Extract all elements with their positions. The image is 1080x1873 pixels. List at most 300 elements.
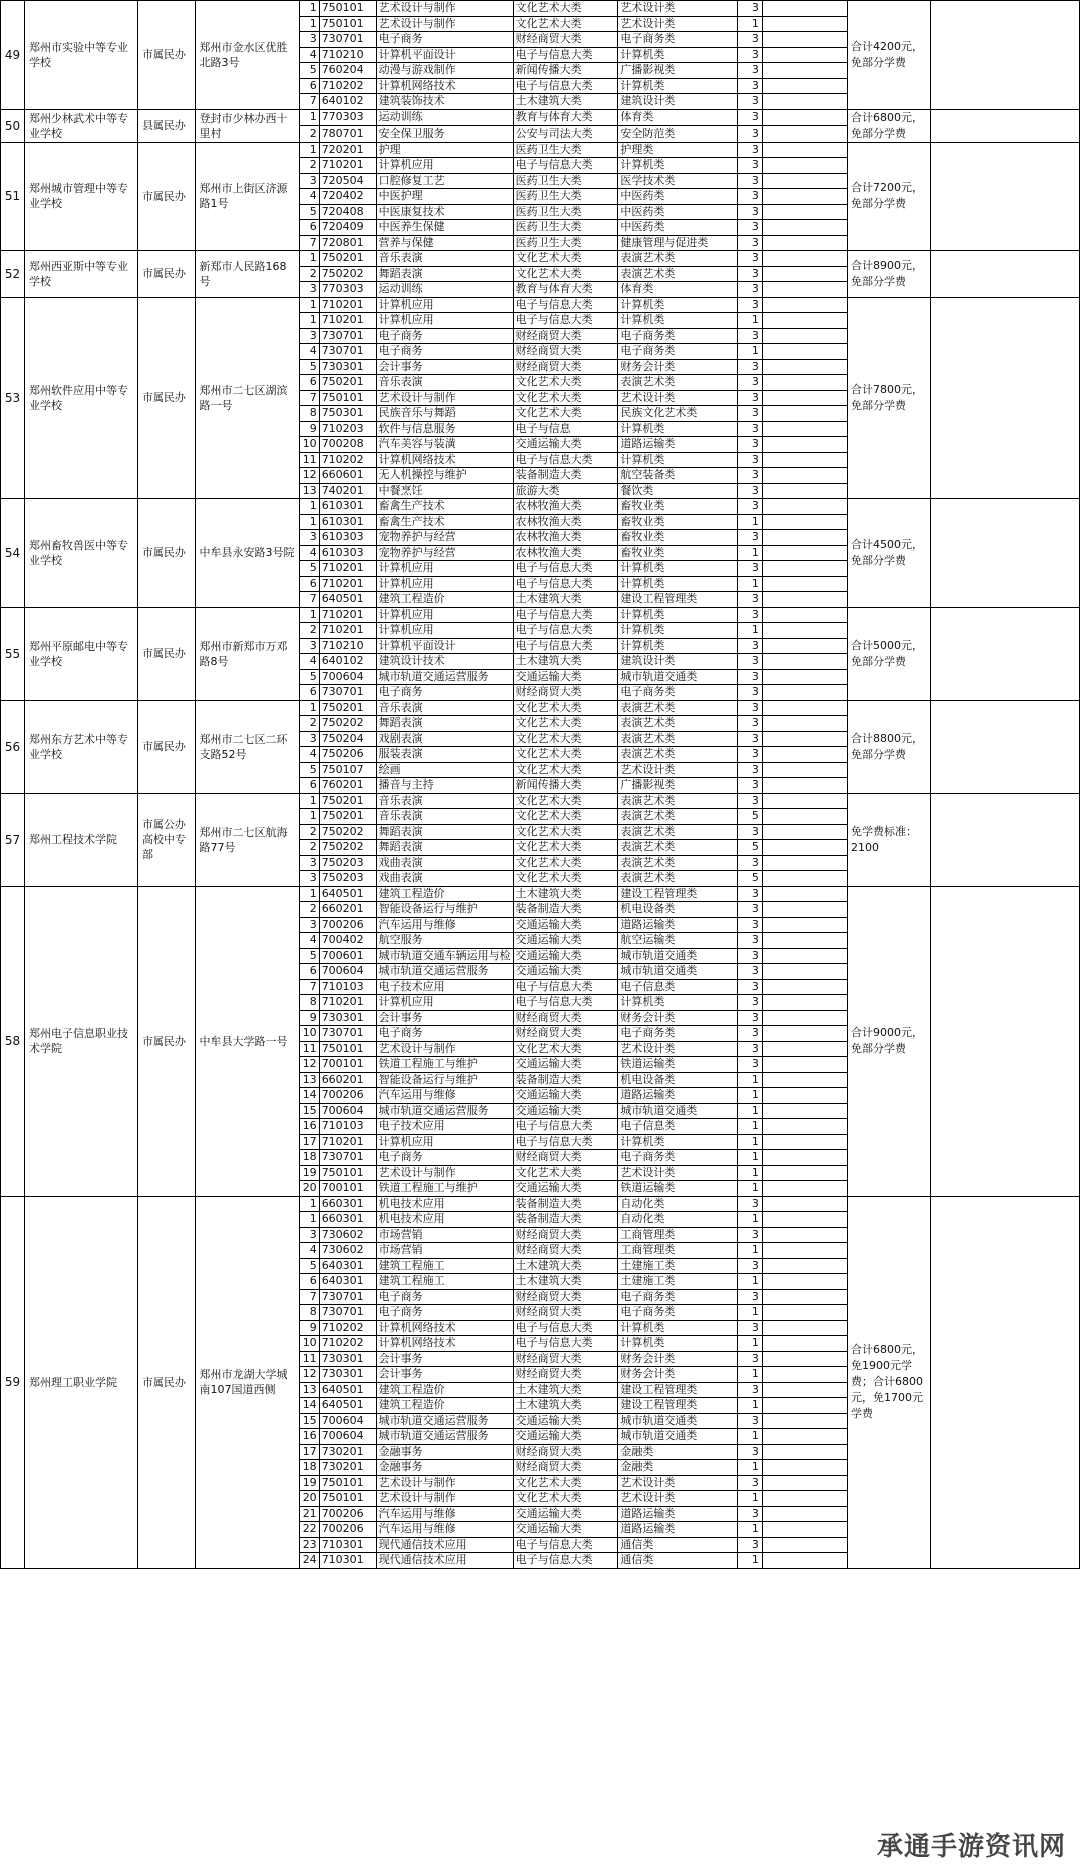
empty-cell	[762, 499, 847, 515]
major-index: 2	[299, 126, 319, 143]
major-name: 舞蹈表演	[376, 266, 513, 282]
major-class: 机电设备类	[618, 902, 738, 918]
major-code: 750101	[319, 1491, 376, 1507]
table-row	[1, 142, 1080, 158]
major-index: 24	[299, 1553, 319, 1569]
major-name: 会计事务	[376, 1367, 513, 1383]
study-years: 1	[738, 514, 763, 530]
study-years: 3	[738, 1057, 763, 1073]
study-years: 5	[738, 840, 763, 856]
major-name: 会计事务	[376, 1010, 513, 1026]
major-name: 电子商务	[376, 1150, 513, 1166]
major-name: 建筑工程造价	[376, 886, 513, 902]
empty-cell	[762, 1258, 847, 1274]
study-years: 1	[738, 1181, 763, 1197]
major-class: 电子商务类	[618, 344, 738, 360]
empty-cell	[931, 793, 1080, 886]
school-number: 52	[1, 251, 25, 298]
empty-cell	[762, 1444, 847, 1460]
major-code: 730701	[319, 1026, 376, 1042]
major-name: 电子商务	[376, 328, 513, 344]
study-years: 3	[738, 1444, 763, 1460]
major-code: 730301	[319, 1010, 376, 1026]
school-number: 55	[1, 607, 25, 700]
major-class: 计算机类	[618, 297, 738, 313]
major-class: 表演艺术类	[618, 375, 738, 391]
major-code: 640501	[319, 886, 376, 902]
major-name: 计算机应用	[376, 561, 513, 577]
major-index: 6	[299, 1274, 319, 1290]
study-years: 3	[738, 359, 763, 375]
empty-cell	[762, 948, 847, 964]
empty-cell	[762, 824, 847, 840]
empty-cell	[762, 1506, 847, 1522]
major-index: 17	[299, 1134, 319, 1150]
major-category: 财经商贸大类	[513, 328, 618, 344]
major-category: 财经商贸大类	[513, 1010, 618, 1026]
major-name: 畜禽生产技术	[376, 514, 513, 530]
major-category: 公安与司法大类	[513, 126, 618, 143]
major-index: 1	[299, 16, 319, 32]
major-class: 城市轨道交通类	[618, 669, 738, 685]
major-code: 720201	[319, 142, 376, 158]
major-index: 11	[299, 452, 319, 468]
major-class: 计算机类	[618, 158, 738, 174]
study-years: 3	[738, 220, 763, 236]
major-class: 艺术设计类	[618, 16, 738, 32]
major-code: 700604	[319, 669, 376, 685]
major-class: 机电设备类	[618, 1072, 738, 1088]
major-name: 舞蹈表演	[376, 824, 513, 840]
study-years: 1	[738, 1088, 763, 1104]
school-number: 58	[1, 886, 25, 1196]
major-name: 计算机网络技术	[376, 78, 513, 94]
study-years: 3	[738, 1475, 763, 1491]
major-class: 畜牧业类	[618, 514, 738, 530]
tuition-fee: 合计4200元，免部分学费	[848, 1, 931, 110]
major-name: 无人机操控与维护	[376, 468, 513, 484]
major-name: 宠物养护与经营	[376, 545, 513, 561]
major-category: 文化艺术大类	[513, 762, 618, 778]
major-index: 1	[299, 313, 319, 329]
major-code: 610303	[319, 545, 376, 561]
study-years: 1	[738, 1212, 763, 1228]
school-address: 郑州市二七区航海路77号	[195, 793, 299, 886]
empty-cell	[762, 1072, 847, 1088]
major-index: 4	[299, 47, 319, 63]
school-name: 郑州畜牧兽医中等专业学校	[24, 499, 137, 608]
empty-cell	[762, 1367, 847, 1383]
major-code: 710201	[319, 561, 376, 577]
major-index: 13	[299, 483, 319, 499]
major-class: 计算机类	[618, 421, 738, 437]
empty-cell	[762, 1243, 847, 1259]
school-type: 市属民办	[137, 1196, 195, 1568]
major-category: 交通运输大类	[513, 948, 618, 964]
major-index: 1	[299, 1196, 319, 1212]
major-class: 道路运输类	[618, 1522, 738, 1538]
empty-cell	[931, 499, 1080, 608]
school-number: 50	[1, 109, 25, 142]
major-class: 航空装备类	[618, 468, 738, 484]
major-name: 计算机应用	[376, 607, 513, 623]
empty-cell	[762, 933, 847, 949]
major-index: 7	[299, 235, 319, 251]
school-name: 郑州东方艺术中等专业学校	[24, 700, 137, 793]
empty-cell	[762, 1475, 847, 1491]
empty-cell	[762, 1320, 847, 1336]
empty-cell	[762, 1382, 847, 1398]
major-category: 文化艺术大类	[513, 375, 618, 391]
major-index: 10	[299, 437, 319, 453]
empty-cell	[762, 638, 847, 654]
major-code: 710201	[319, 623, 376, 639]
major-name: 会计事务	[376, 359, 513, 375]
major-name: 市场营销	[376, 1227, 513, 1243]
study-years: 3	[738, 948, 763, 964]
major-class: 电子信息类	[618, 979, 738, 995]
major-index: 6	[299, 685, 319, 701]
major-code: 750101	[319, 1041, 376, 1057]
major-index: 23	[299, 1537, 319, 1553]
major-code: 760204	[319, 63, 376, 79]
major-name: 艺术设计与制作	[376, 1, 513, 17]
major-name: 艺术设计与制作	[376, 16, 513, 32]
major-name: 市场营销	[376, 1243, 513, 1259]
major-category: 文化艺术大类	[513, 716, 618, 732]
major-category: 交通运输大类	[513, 1057, 618, 1073]
major-class: 表演艺术类	[618, 747, 738, 763]
study-years: 3	[738, 266, 763, 282]
major-name: 城市轨道交通车辆运用与检	[376, 948, 513, 964]
major-index: 10	[299, 1336, 319, 1352]
empty-cell	[762, 468, 847, 484]
major-name: 计算机平面设计	[376, 638, 513, 654]
major-class: 安全防范类	[618, 126, 738, 143]
major-category: 文化艺术大类	[513, 793, 618, 809]
empty-cell	[762, 886, 847, 902]
major-code: 730701	[319, 328, 376, 344]
major-index: 1	[299, 499, 319, 515]
major-category: 文化艺术大类	[513, 1, 618, 17]
major-code: 640501	[319, 1382, 376, 1398]
major-category: 文化艺术大类	[513, 840, 618, 856]
study-years: 1	[738, 1336, 763, 1352]
school-address: 郑州市龙湖大学城南107国道西侧	[195, 1196, 299, 1568]
school-name: 郑州平原邮电中等专业学校	[24, 607, 137, 700]
major-class: 城市轨道交通类	[618, 1413, 738, 1429]
major-category: 文化艺术大类	[513, 16, 618, 32]
major-class: 电子商务类	[618, 685, 738, 701]
major-class: 建设工程管理类	[618, 886, 738, 902]
major-code: 730701	[319, 32, 376, 48]
major-index: 5	[299, 762, 319, 778]
empty-cell	[762, 78, 847, 94]
study-years: 3	[738, 375, 763, 391]
major-code: 750202	[319, 266, 376, 282]
major-category: 财经商贸大类	[513, 1460, 618, 1476]
tuition-fee: 合计4500元，免部分学费	[848, 499, 931, 608]
major-class: 自动化类	[618, 1212, 738, 1228]
empty-cell	[762, 344, 847, 360]
table-body	[1, 1, 1080, 1569]
major-code: 710201	[319, 297, 376, 313]
major-index: 20	[299, 1491, 319, 1507]
school-address: 登封市少林办西十里村	[195, 109, 299, 142]
major-category: 财经商贸大类	[513, 1289, 618, 1305]
major-index: 3	[299, 731, 319, 747]
empty-cell	[762, 979, 847, 995]
empty-cell	[762, 1522, 847, 1538]
major-class: 工商管理类	[618, 1227, 738, 1243]
major-index: 3	[299, 855, 319, 871]
major-name: 计算机应用	[376, 158, 513, 174]
major-class: 计算机类	[618, 995, 738, 1011]
study-years: 3	[738, 421, 763, 437]
study-years: 1	[738, 1103, 763, 1119]
major-code: 780701	[319, 126, 376, 143]
major-code: 710201	[319, 313, 376, 329]
watermark: 承通手游资讯网	[876, 1832, 1066, 1862]
major-code: 750203	[319, 871, 376, 887]
major-code: 750301	[319, 406, 376, 422]
major-code: 730701	[319, 685, 376, 701]
study-years: 1	[738, 576, 763, 592]
major-code: 700604	[319, 1429, 376, 1445]
major-category: 财经商贸大类	[513, 1305, 618, 1321]
study-years: 3	[738, 592, 763, 608]
major-name: 电子商务	[376, 1305, 513, 1321]
study-years: 1	[738, 545, 763, 561]
major-index: 16	[299, 1429, 319, 1445]
empty-cell	[762, 1150, 847, 1166]
major-class: 城市轨道交通类	[618, 964, 738, 980]
major-category: 财经商贸大类	[513, 1367, 618, 1383]
study-years: 1	[738, 1150, 763, 1166]
major-name: 城市轨道交通运营服务	[376, 964, 513, 980]
major-category: 装备制造大类	[513, 1072, 618, 1088]
major-index: 1	[299, 251, 319, 267]
major-name: 艺术设计与制作	[376, 1491, 513, 1507]
study-years: 3	[738, 964, 763, 980]
major-class: 土建施工类	[618, 1274, 738, 1290]
tuition-fee: 合计7800元，免部分学费	[848, 297, 931, 499]
major-category: 交通运输大类	[513, 964, 618, 980]
major-class: 道路运输类	[618, 917, 738, 933]
empty-cell	[762, 375, 847, 391]
study-years: 3	[738, 1041, 763, 1057]
study-years: 3	[738, 1, 763, 17]
major-code: 700601	[319, 948, 376, 964]
major-name: 运动训练	[376, 109, 513, 126]
tuition-fee: 合计6800元，免部分学费	[848, 109, 931, 142]
major-class: 表演艺术类	[618, 700, 738, 716]
major-code: 720409	[319, 220, 376, 236]
major-index: 4	[299, 545, 319, 561]
major-index: 2	[299, 158, 319, 174]
major-category: 电子与信息大类	[513, 576, 618, 592]
study-years: 1	[738, 344, 763, 360]
major-class: 土建施工类	[618, 1258, 738, 1274]
empty-cell	[762, 220, 847, 236]
empty-cell	[762, 1026, 847, 1042]
school-number: 51	[1, 142, 25, 251]
major-name: 营养与保健	[376, 235, 513, 251]
study-years: 3	[738, 204, 763, 220]
study-years: 3	[738, 731, 763, 747]
table-row	[1, 251, 1080, 267]
study-years: 1	[738, 313, 763, 329]
school-number: 59	[1, 1196, 25, 1568]
major-name: 口腔修复工艺	[376, 173, 513, 189]
major-category: 交通运输大类	[513, 1429, 618, 1445]
empty-cell	[762, 1181, 847, 1197]
major-code: 720504	[319, 173, 376, 189]
major-class: 电子商务类	[618, 1026, 738, 1042]
major-name: 计算机应用	[376, 623, 513, 639]
study-years: 1	[738, 1429, 763, 1445]
major-index: 17	[299, 1444, 319, 1460]
major-index: 1	[299, 886, 319, 902]
table-row	[1, 499, 1080, 515]
major-index: 4	[299, 933, 319, 949]
study-years: 3	[738, 1382, 763, 1398]
major-name: 电子技术应用	[376, 1119, 513, 1135]
empty-cell	[762, 840, 847, 856]
major-name: 铁道工程施工与维护	[376, 1057, 513, 1073]
major-name: 城市轨道交通运营服务	[376, 669, 513, 685]
empty-cell	[762, 1041, 847, 1057]
major-code: 710103	[319, 979, 376, 995]
major-class: 畜牧业类	[618, 545, 738, 561]
study-years: 1	[738, 1134, 763, 1150]
major-index: 9	[299, 1320, 319, 1336]
major-class: 畜牧业类	[618, 499, 738, 515]
major-index: 20	[299, 1181, 319, 1197]
major-code: 750202	[319, 716, 376, 732]
empty-cell	[762, 235, 847, 251]
empty-cell	[762, 1227, 847, 1243]
major-category: 交通运输大类	[513, 933, 618, 949]
empty-cell	[762, 266, 847, 282]
major-code: 660601	[319, 468, 376, 484]
study-years: 3	[738, 499, 763, 515]
study-years: 1	[738, 1243, 763, 1259]
major-category: 装备制造大类	[513, 1212, 618, 1228]
major-index: 11	[299, 1041, 319, 1057]
study-years: 3	[738, 855, 763, 871]
major-category: 装备制造大类	[513, 468, 618, 484]
study-years: 3	[738, 1320, 763, 1336]
major-name: 播音与主持	[376, 778, 513, 794]
empty-cell	[762, 359, 847, 375]
major-index: 6	[299, 964, 319, 980]
major-code: 710201	[319, 1134, 376, 1150]
major-category: 电子与信息大类	[513, 979, 618, 995]
major-category: 交通运输大类	[513, 1413, 618, 1429]
empty-cell	[762, 716, 847, 732]
empty-cell	[762, 871, 847, 887]
major-index: 9	[299, 1010, 319, 1026]
major-code: 750201	[319, 809, 376, 825]
major-code: 640301	[319, 1274, 376, 1290]
study-years: 3	[738, 47, 763, 63]
major-code: 710301	[319, 1537, 376, 1553]
empty-cell	[762, 94, 847, 110]
empty-cell	[762, 1398, 847, 1414]
major-name: 民族音乐与舞蹈	[376, 406, 513, 422]
empty-cell	[762, 1057, 847, 1073]
major-name: 计算机网络技术	[376, 452, 513, 468]
tuition-fee: 合计9000元，免部分学费	[848, 886, 931, 1196]
major-category: 文化艺术大类	[513, 1475, 618, 1491]
study-years: 3	[738, 561, 763, 577]
major-class: 建筑设计类	[618, 94, 738, 110]
major-category: 电子与信息大类	[513, 638, 618, 654]
major-category: 文化艺术大类	[513, 809, 618, 825]
major-index: 3	[299, 1227, 319, 1243]
major-class: 道路运输类	[618, 1088, 738, 1104]
major-class: 计算机类	[618, 78, 738, 94]
major-category: 文化艺术大类	[513, 406, 618, 422]
major-index: 1	[299, 297, 319, 313]
major-code: 770303	[319, 109, 376, 126]
major-code: 750201	[319, 251, 376, 267]
study-years: 3	[738, 235, 763, 251]
major-class: 畜牧业类	[618, 530, 738, 546]
major-name: 建筑工程施工	[376, 1258, 513, 1274]
empty-cell	[762, 545, 847, 561]
study-years: 3	[738, 142, 763, 158]
major-class: 城市轨道交通类	[618, 1103, 738, 1119]
study-years: 1	[738, 1398, 763, 1414]
school-name: 郑州西亚斯中等专业学校	[24, 251, 137, 298]
major-category: 电子与信息	[513, 421, 618, 437]
major-code: 750201	[319, 700, 376, 716]
major-class: 道路运输类	[618, 437, 738, 453]
study-years: 3	[738, 1289, 763, 1305]
major-index: 2	[299, 266, 319, 282]
major-category: 交通运输大类	[513, 1088, 618, 1104]
major-class: 表演艺术类	[618, 855, 738, 871]
major-name: 绘画	[376, 762, 513, 778]
major-index: 6	[299, 375, 319, 391]
major-category: 财经商贸大类	[513, 685, 618, 701]
school-name: 郑州电子信息职业技术学院	[24, 886, 137, 1196]
major-index: 6	[299, 78, 319, 94]
empty-cell	[762, 995, 847, 1011]
major-code: 750206	[319, 747, 376, 763]
empty-cell	[762, 189, 847, 205]
major-index: 13	[299, 1072, 319, 1088]
major-category: 电子与信息大类	[513, 1537, 618, 1553]
major-name: 电子商务	[376, 1026, 513, 1042]
school-number: 57	[1, 793, 25, 886]
major-category: 文化艺术大类	[513, 1165, 618, 1181]
study-years: 1	[738, 1553, 763, 1569]
study-years: 1	[738, 1165, 763, 1181]
major-code: 730301	[319, 359, 376, 375]
major-category: 农林牧渔大类	[513, 530, 618, 546]
table-row	[1, 1196, 1080, 1212]
study-years: 1	[738, 1491, 763, 1507]
major-code: 700604	[319, 964, 376, 980]
empty-cell	[762, 1119, 847, 1135]
empty-cell	[931, 142, 1080, 251]
major-code: 710301	[319, 1553, 376, 1569]
major-category: 旅游大类	[513, 483, 618, 499]
major-category: 医药卫生大类	[513, 142, 618, 158]
